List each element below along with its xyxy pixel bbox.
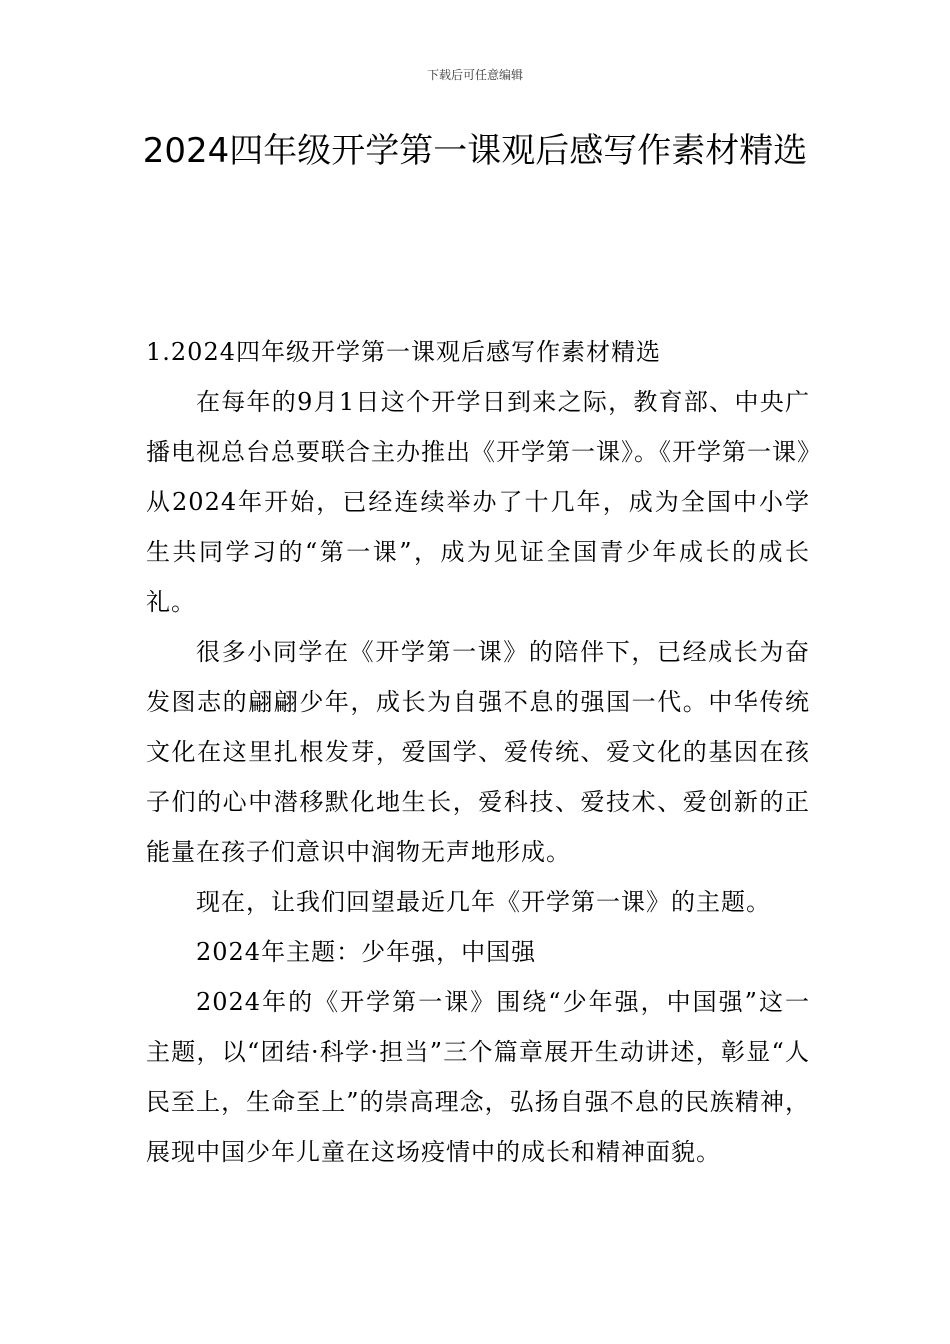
paragraph: 很多小同学在《开学第一课》的陪伴下，已经成长为奋发图志的翩翩少年，成长为自强不息的强国一代。中华传统文化在这里扎根发芽，爱国学、爱传统、爱文化的基因在孩子们的心中潜移默化地生长，爱科技、爱技术、爱创新的正能量在孩子们意识中润物无声地形成。 [146, 638, 810, 866]
paragraph: 现在，让我们回望最近几年《开学第一课》的主题。 [196, 888, 771, 916]
paragraph: 2024年的《开学第一课》围绕“少年强，中国强”这一主题，以“团结·科学·担当”三个篇章展开生动讲述，彰显“人民至上，生命至上”的崇高理念，弘扬自强不息的民族精神，展现中国少年儿童在这场疫情中的成长和精神面貌。 [146, 988, 810, 1166]
header-note: 下载后可任意编辑 [426, 68, 523, 82]
document-body [146, 327, 810, 1177]
subheading: 2024年主题：少年强，中国强 [196, 938, 537, 966]
document-title: 2024四年级开学第一课观后感写作素材精选 [142, 131, 808, 171]
section-heading: 1.2024四年级开学第一课观后感写作素材精选 [146, 338, 661, 366]
paragraph: 在每年的9月1日这个开学日到来之际，教育部、中央广播电视总台总要联合主办推出《开学第一课》。《开学第一课》从2024年开始，已经连续举办了十几年，成为全国中小学生共同学习的“第一课”，成为见证全国青少年成长的成长礼。 [146, 388, 810, 616]
